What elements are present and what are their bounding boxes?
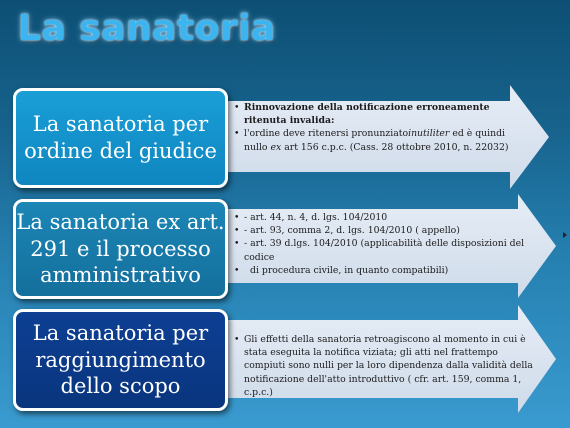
- section-1-heading: La sanatoria per ordine del giudice: [24, 112, 217, 163]
- section-2-line-4: [234, 264, 534, 277]
- section-3-text: Gli effetti della sanatoria retroagiscono al momento in cui è stata eseguita la notifica viziata; gli atti nel frattempo compiuti sono nulli per la loro dipendenza dalla validità della notificazione dell'atto introduttivo ( cfr. art. 159, comma 1, c.p.c.): [244, 334, 533, 398]
- bullet-marker: •: [234, 128, 240, 140]
- italic-term: ex: [270, 141, 282, 153]
- bullet-marker: •: [234, 238, 240, 250]
- text-part: art 156 c.p.c. (Cass. 28 ottobre 2010, n. 22032): [284, 141, 509, 153]
- section-3-bullet: [234, 333, 534, 399]
- section-2-line-1: [234, 211, 534, 224]
- section-1-bullet-2: [234, 127, 530, 153]
- section-1-bullet-2-text: [244, 127, 530, 153]
- section-1-bullet-1-text: Rinnovazione della notificazione erroneamente ritenuta invalida:: [244, 102, 490, 127]
- slide-title: La sanatoria: [18, 8, 276, 49]
- section-2-line-4-text: di procedura civile, in quanto compatibili): [250, 264, 449, 276]
- section-2-line-1-text: - art. 44, n. 4, d. lgs. 104/2010: [244, 212, 388, 223]
- bullet-marker: •: [234, 102, 240, 113]
- bullet-marker: •: [234, 334, 240, 345]
- section-3-heading-box: [13, 309, 228, 411]
- section-1-heading-box: [13, 88, 228, 188]
- section-2-heading: La sanatoria ex art. 291 e il processo amministrativo: [16, 209, 225, 288]
- section-2-line-2-text: - art. 93, comma 2, d. lgs. 104/2010 ( appello): [244, 225, 460, 237]
- text-part: ed è quindi nullo: [244, 128, 506, 153]
- section-3-content: [234, 333, 534, 399]
- bullet-marker: •: [234, 264, 240, 276]
- text-part: l'ordine deve ritenersi pronunziato: [244, 128, 409, 140]
- section-2-line-3-text: - art. 39 d.lgs. 104/2010 (applicabilità delle disposizioni del codice: [244, 238, 525, 263]
- section-2-line-2: [234, 224, 534, 237]
- section-2-content: [234, 211, 534, 277]
- mouse-cursor-icon: [563, 232, 567, 238]
- section-3-heading: La sanatoria per raggiungimento dello scopo: [32, 320, 209, 399]
- bullet-marker: •: [234, 225, 240, 237]
- section-2-heading-box: [13, 199, 228, 299]
- bullet-marker: •: [234, 212, 240, 223]
- italic-term: inutiliter: [408, 128, 450, 140]
- section-1-bullet-1: [234, 101, 530, 127]
- section-1-content: [234, 101, 530, 154]
- section-2-line-3: [234, 237, 534, 263]
